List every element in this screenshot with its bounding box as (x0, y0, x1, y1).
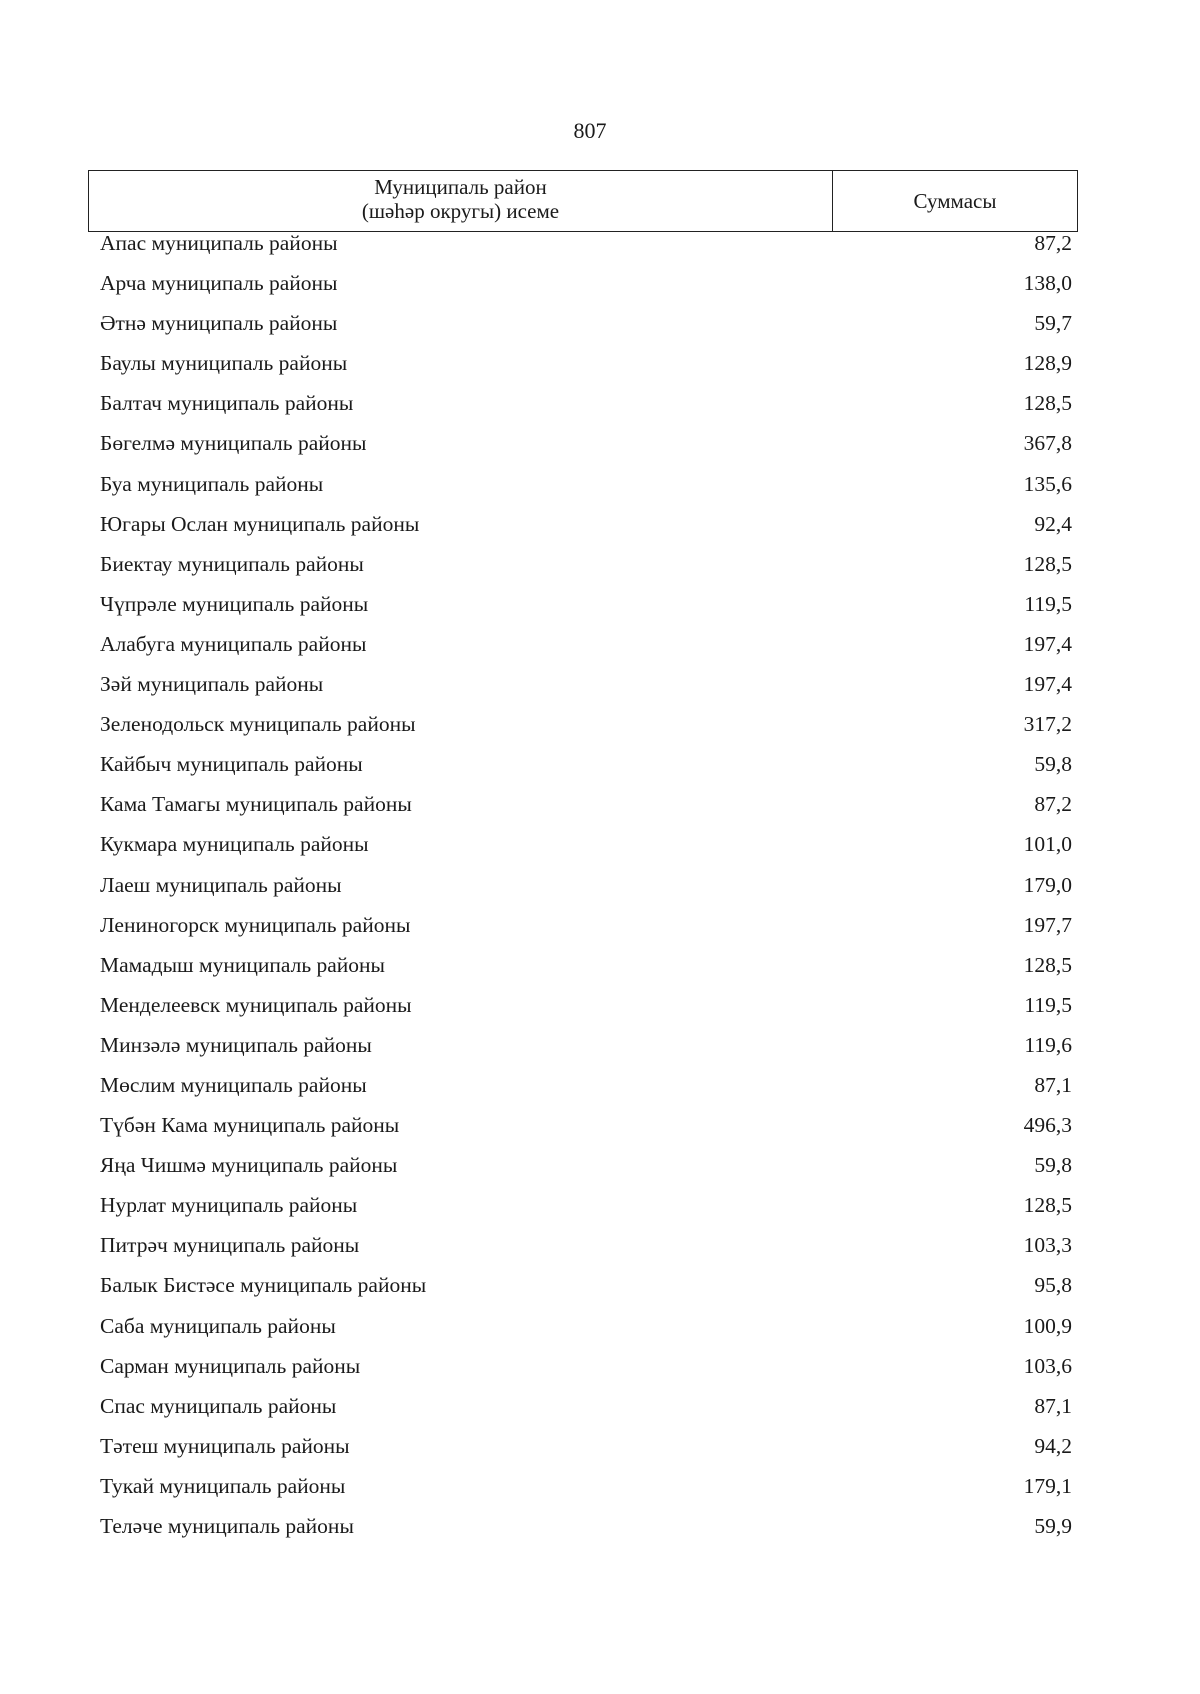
table-row (100, 672, 1072, 712)
district-amount: 128,5 (1023, 952, 1072, 977)
table-row (100, 1354, 1072, 1394)
district-amount: 179,1 (1023, 1473, 1072, 1498)
column-header-name (89, 171, 833, 231)
table-row (100, 1273, 1072, 1313)
district-amount: 179,0 (1023, 872, 1072, 897)
district-amount: 197,7 (1023, 912, 1072, 937)
district-amount: 100,9 (1023, 1313, 1072, 1338)
table-row (100, 1474, 1072, 1514)
district-amount: 87,2 (1034, 231, 1072, 255)
table-row (100, 953, 1072, 993)
district-name: Чүпрәле муниципаль районы (100, 591, 369, 616)
table-row (100, 913, 1072, 953)
table-row (100, 792, 1072, 832)
district-amount: 128,5 (1023, 1193, 1072, 1218)
district-amount: 92,4 (1034, 511, 1072, 536)
district-amount: 197,4 (1023, 631, 1072, 656)
district-amount: 138,0 (1023, 271, 1072, 296)
district-name: Саба муниципаль районы (100, 1313, 336, 1338)
district-amount: 317,2 (1023, 712, 1072, 737)
table-body (100, 231, 1072, 1554)
table-row (100, 311, 1072, 351)
district-amount: 135,6 (1023, 471, 1072, 496)
district-amount: 59,7 (1034, 311, 1072, 336)
table-row (100, 1153, 1072, 1193)
table-row (100, 271, 1072, 311)
district-amount: 496,3 (1023, 1113, 1072, 1138)
table-row (100, 231, 1072, 271)
table-row (100, 873, 1072, 913)
district-amount: 59,9 (1034, 1514, 1072, 1538)
table-row (100, 512, 1072, 552)
table-row (100, 391, 1072, 431)
column-header-name-line1: Муниципаль район (374, 175, 547, 199)
district-name: Мөслим муниципаль районы (100, 1072, 367, 1097)
district-name: Тукай муниципаль районы (100, 1473, 346, 1498)
district-amount: 128,5 (1023, 391, 1072, 416)
district-amount: 87,1 (1034, 1072, 1072, 1097)
district-amount: 101,0 (1023, 832, 1072, 857)
district-name: Сарман муниципаль районы (100, 1353, 361, 1378)
table-row (100, 993, 1072, 1033)
district-amount: 95,8 (1034, 1273, 1072, 1298)
district-amount: 128,5 (1023, 551, 1072, 576)
district-name: Яңа Чишмә муниципаль районы (100, 1153, 398, 1178)
table-row (100, 1113, 1072, 1153)
district-name: Балтач муниципаль районы (100, 391, 354, 416)
table-row (100, 1394, 1072, 1434)
district-name: Мамадыш муниципаль районы (100, 952, 386, 977)
district-name: Менделеевск муниципаль районы (100, 992, 412, 1017)
district-amount: 128,9 (1023, 351, 1072, 376)
table-row (100, 1193, 1072, 1233)
district-name: Әтнә муниципаль районы (100, 311, 338, 336)
table-header (88, 170, 1078, 232)
district-amount: 119,5 (1024, 591, 1072, 616)
table-row (100, 1073, 1072, 1113)
table-row (100, 592, 1072, 632)
district-name: Балык Бистәсе муниципаль районы (100, 1273, 427, 1298)
district-name: Тәтеш муниципаль районы (100, 1433, 350, 1458)
district-name: Питрәч муниципаль районы (100, 1233, 360, 1258)
district-name: Кайбыч муниципаль районы (100, 752, 363, 777)
table-row (100, 1514, 1072, 1554)
district-name: Буа муниципаль районы (100, 471, 324, 496)
district-amount: 119,6 (1024, 1032, 1072, 1057)
district-name: Алабуга муниципаль районы (100, 631, 367, 656)
column-header-sum: Суммасы (913, 188, 997, 213)
district-name: Теләче муниципаль районы (100, 1514, 354, 1538)
table-row (100, 552, 1072, 592)
district-name: Лаеш муниципаль районы (100, 872, 342, 897)
table-row (100, 431, 1072, 471)
table-row (100, 632, 1072, 672)
district-name: Кукмара муниципаль районы (100, 832, 369, 857)
district-amount: 103,3 (1023, 1233, 1072, 1258)
column-header-name-line2: (шәһәр округы) исеме (361, 199, 560, 223)
page-number: 807 (573, 118, 607, 143)
district-amount: 59,8 (1034, 752, 1072, 777)
district-name: Минзәлә муниципаль районы (100, 1032, 372, 1057)
district-name: Нурлат муниципаль районы (100, 1193, 358, 1218)
district-name: Баулы муниципаль районы (100, 351, 348, 376)
district-amount: 367,8 (1023, 431, 1072, 456)
district-name: Лениногорск муниципаль районы (100, 912, 411, 937)
table-row (100, 1314, 1072, 1354)
district-name: Спас муниципаль районы (100, 1393, 337, 1418)
district-name: Түбән Кама муниципаль районы (100, 1113, 400, 1138)
district-amount: 59,8 (1034, 1153, 1072, 1178)
table-row (100, 752, 1072, 792)
district-name: Биектау муниципаль районы (100, 551, 364, 576)
district-amount: 197,4 (1023, 672, 1072, 697)
table-row (100, 351, 1072, 391)
district-amount: 94,2 (1034, 1433, 1072, 1458)
table-row (100, 472, 1072, 512)
district-name: Кама Тамагы муниципаль районы (100, 792, 412, 817)
table-row (100, 1033, 1072, 1073)
district-amount: 87,1 (1034, 1393, 1072, 1418)
district-name: Югары Ослан муниципаль районы (100, 511, 420, 536)
district-name: Апас муниципаль районы (100, 231, 338, 255)
district-name: Бөгелмә муниципаль районы (100, 431, 367, 456)
district-name: Зәй муниципаль районы (100, 672, 324, 697)
district-amount: 119,5 (1024, 992, 1072, 1017)
district-name: Арча муниципаль районы (100, 271, 338, 296)
district-name: Зеленодольск муниципаль районы (100, 712, 416, 737)
district-amount: 87,2 (1034, 792, 1072, 817)
table-row (100, 1233, 1072, 1273)
table-row (100, 712, 1072, 752)
district-amount: 103,6 (1023, 1353, 1072, 1378)
table-row (100, 832, 1072, 872)
table-row (100, 1434, 1072, 1474)
